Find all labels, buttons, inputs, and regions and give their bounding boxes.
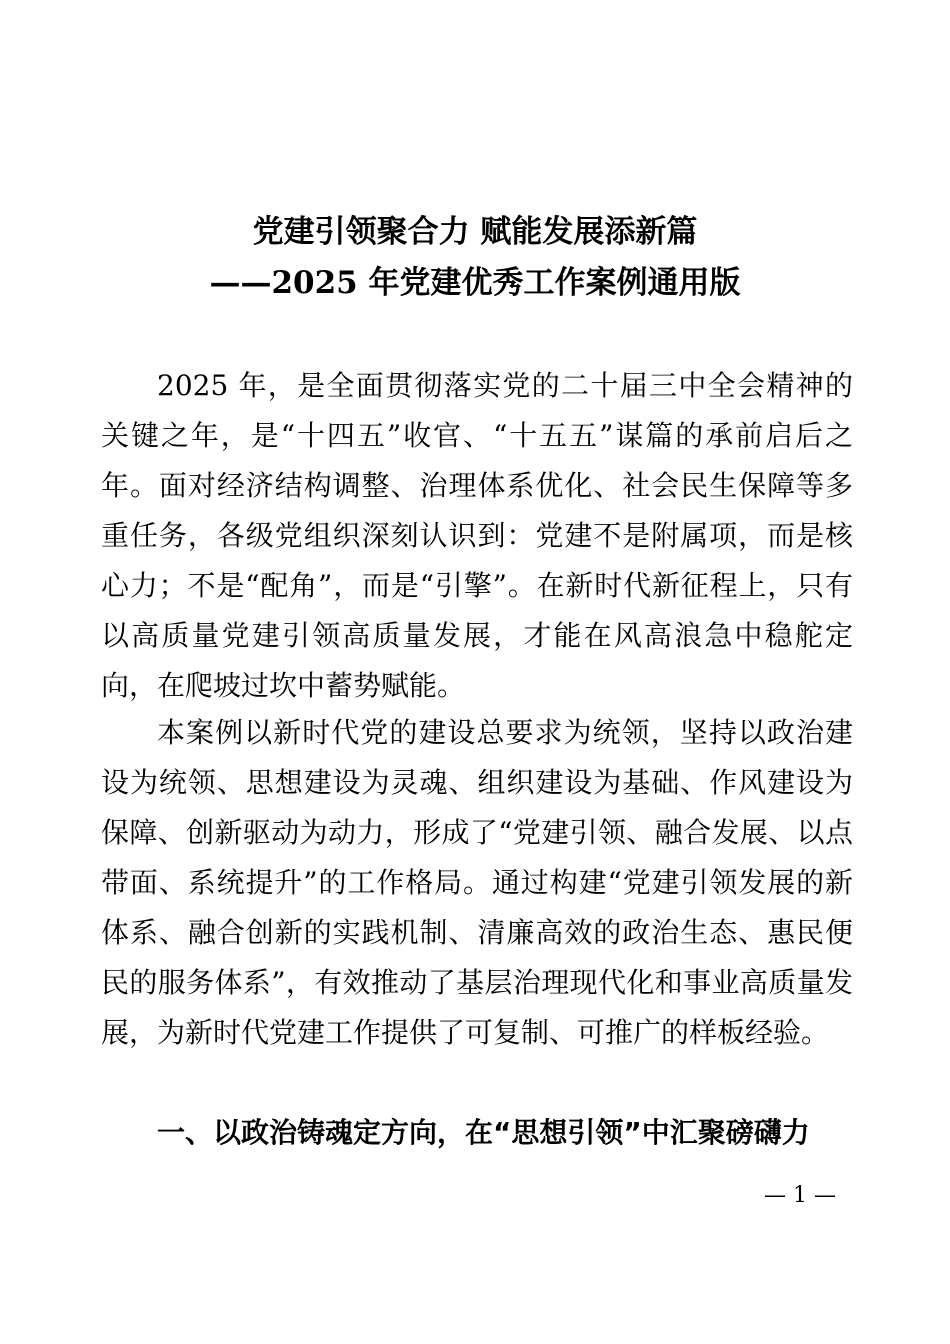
section-heading: 一、以政治铸魂定方向，在“思想引领”中汇聚磅礴力 [157,1116,810,1149]
page-number: — 1 — [764,1183,836,1208]
body-paragraph-2: 本案例以新时代党的建设总要求为统领，坚持以政治建设为统领、思想建设为灵魂、组织建设为基础、作风建设为保障、创新驱动为动力，形成了“党建引领、融合发展、以点带面、系统提升”的工作格局。通过构建“党建引领发展的新体系、融合创新的实践机制、清廉高效的政治生态、惠民便民的服务体系”，有效推动了基层治理现代化和事业高质量发展，为新时代党建工作提供了可复制、可推广的样板经验。 [101,716,853,1049]
document-subtitle: ——2025 年党建优秀工作案例通用版 [209,265,741,301]
document-title: 党建引领聚合力 赋能发展添新篇 [252,214,698,250]
body-paragraph-1: 2025 年，是全面贯彻落实党的二十届三中全会精神的关键之年，是“十四五”收官、“十五五”谋篇的承前启后之年。面对经济结构调整、治理体系优化、社会民生保障等多重任务，各级党组织深刻认识到：党建不是附属项，而是核心力；不是“配角”，而是“引擎”。在新时代新征程上，只有以高质量党建引领高质量发展，才能在风高浪急中稳舵定向，在爬坡过坎中蓄势赋能。 [101,369,853,702]
